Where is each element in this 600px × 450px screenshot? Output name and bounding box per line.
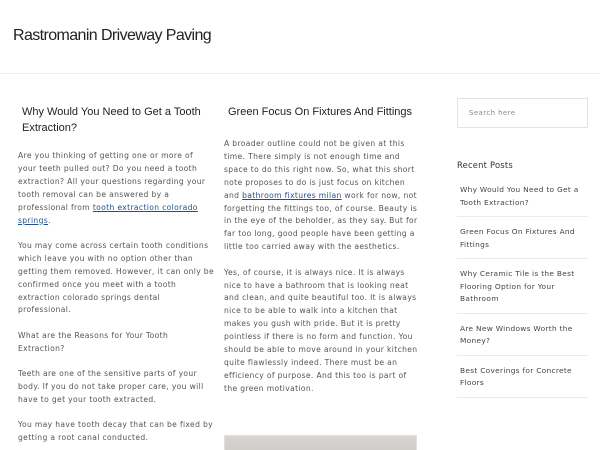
post-paragraph: Yes, of course, it is always nice. It is always nice to have a bathroom that is looking neat and clean, and quite beautiful too. It is always nice to be able to walk into a kitchen that makes you gush with pride. But it is pretty pointless if there is no form and function. You should be able to move around in your kitchen quite flawlessly indeed. There must be an efficiency of purpose. And this too is part of the green motivation. <box>224 267 418 393</box>
recent-post-link[interactable]: Are New Windows Worth the Money? <box>460 323 573 345</box>
site-header <box>0 0 600 74</box>
post-tooth-extraction <box>18 104 214 450</box>
recent-post-link[interactable]: Why Ceramic Tile is the Best Flooring Option for Your Bathroom <box>460 269 575 303</box>
post-paragraph: You may have tooth decay that can be fixed by getting a root canal conducted. <box>18 420 214 443</box>
site-title-link[interactable]: Rastromanin Driveway Paving <box>13 27 212 44</box>
list-item <box>457 217 588 259</box>
paragraph-text: work for now, not forgetting the fittings too, of course. Beauty is in the eye of the beholder, as they say. But for far too long, good people have been getting a little too carried away with the aesthetics. <box>224 190 418 252</box>
paragraph-text: . <box>48 215 51 225</box>
tooth-extraction-link[interactable]: tooth extraction colorado springs <box>18 202 198 225</box>
post-paragraph: Teeth are one of the sensitive parts of your body. If you do not take proper care, you will have to get your tooth extracted. <box>18 369 204 404</box>
recent-post-link[interactable]: Best Coverings for Concrete Floors <box>460 365 572 387</box>
list-item <box>457 314 588 356</box>
list-item <box>457 356 588 398</box>
post-title[interactable]: Green Focus On Fixtures And Fittings <box>228 106 413 118</box>
list-item <box>457 182 588 217</box>
paragraph-text: Are you thinking of getting one or more of your teeth pulled out? Do you need a tooth extraction? All your questions regarding your tooth removal can be answered by a professional from <box>18 151 206 212</box>
sidebar <box>457 98 588 398</box>
recent-post-link[interactable]: Green Focus On Fixtures And Fittings <box>460 227 575 249</box>
search-input[interactable] <box>457 98 588 128</box>
post-paragraph: What are the Reasons for Your Tooth Extraction? <box>18 330 169 353</box>
recent-posts-list <box>457 182 588 398</box>
list-item <box>457 259 588 314</box>
post-paragraph <box>18 150 214 227</box>
post-image <box>224 435 417 450</box>
post-fixtures-fittings <box>224 104 420 408</box>
paragraph-text: A broader outline could not be given at this time. There simply is not enough time and space to do this right now. So, what this short note proposes to do is just focus on kitchen and <box>224 139 415 200</box>
recent-posts-heading: Recent Posts <box>457 160 513 170</box>
post-title[interactable]: Why Would You Need to Get a Tooth Extraction? <box>22 106 201 134</box>
recent-post-link[interactable]: Why Would You Need to Get a Tooth Extraction? <box>460 185 579 207</box>
post-paragraph <box>224 138 420 254</box>
post-paragraph: You may come across certain tooth conditions which leave you with no option other than getting them removed. However, it can only be confirmed once you meet with a tooth extraction colorado springs dental professional. <box>18 240 214 315</box>
bathroom-fixtures-link[interactable]: bathroom fixtures milan <box>242 190 342 200</box>
